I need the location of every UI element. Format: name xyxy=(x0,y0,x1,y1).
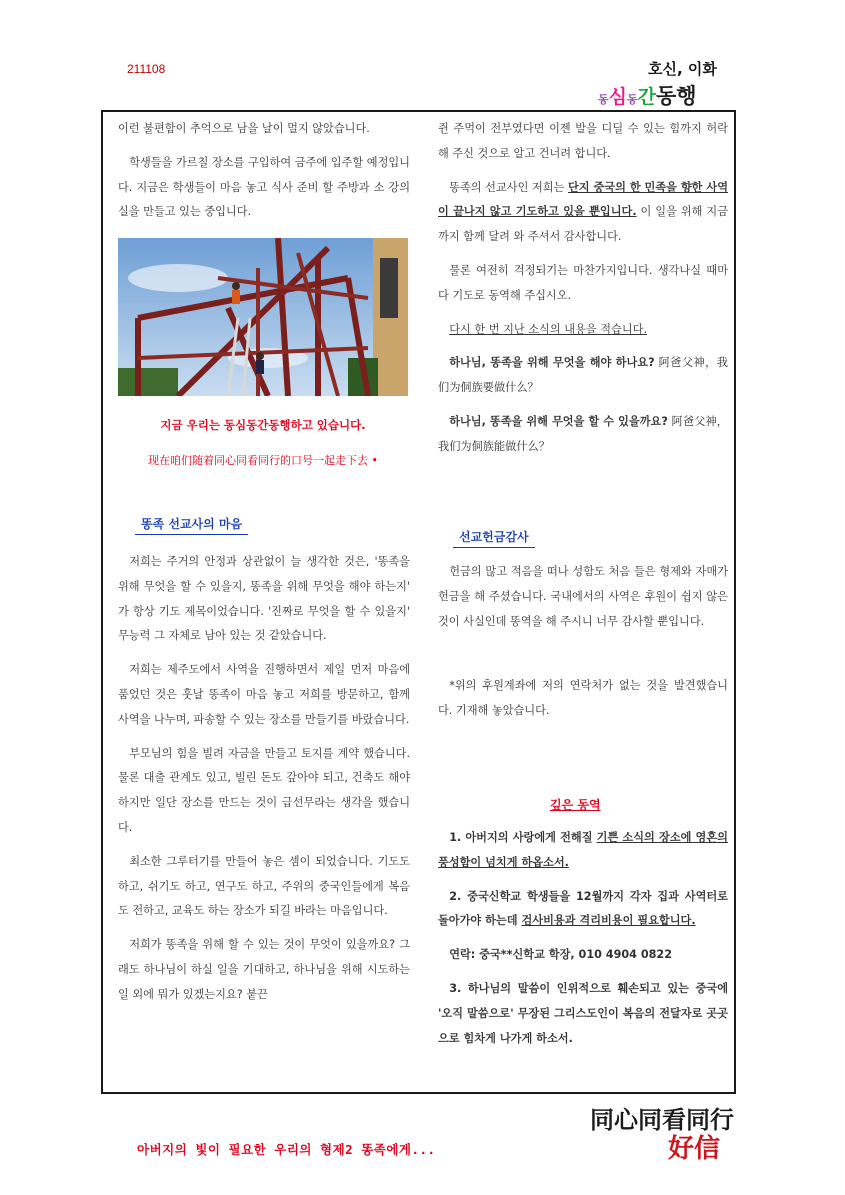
contact: 연락: 중국**신학교 학장, 010 4904 0822 xyxy=(449,948,672,962)
paragraph: 저희가 똥족을 위해 할 수 있는 것이 무엇이 있을까요? 그래도 하나님이 하실 일을 기대하고, 하나님을 위해 시도하는 일 외에 뭐가 있겠는지요? 붙끈 xyxy=(118,938,410,1001)
paragraph: 이런 불편함이 추억으로 남을 날이 멀지 않았습니다. xyxy=(118,122,370,135)
prayer-body xyxy=(438,826,728,1060)
logo-char: 동 xyxy=(598,93,609,106)
section-heading-thanks: 선교헌금감사 xyxy=(453,528,535,548)
paragraph: 부모님의 힘을 빌려 자금을 만들고 토지를 계약 했습니다. 물론 대출 관계도 있고, 빌린 돈도 갚아야 되고, 건축도 해야 하지만 일단 장소를 만드는 것이 급선무라는 생각을 했습니다. xyxy=(118,746,410,834)
left-column xyxy=(118,117,410,234)
paragraph: 쥔 주먹이 전부였다면 이젠 발을 디딜 수 있는 힘까지 허락해 주신 것으로 알고 건너려 합니다. xyxy=(438,122,728,160)
footer-logo xyxy=(590,1100,734,1164)
logo-char: 동 xyxy=(627,93,638,106)
paragraph xyxy=(438,176,728,250)
footer-text: 아버지의 빛이 필요한 우리의 형제2 똥족에게... xyxy=(137,1142,436,1157)
caption-mark: • xyxy=(371,454,378,467)
logo-char: 동행 xyxy=(656,84,697,108)
prayer-item: 3. 하나님의 말씀이 인위적으로 훼손되고 있는 중국에 '오직 말씀으로' 무장된 그리스도인이 복음의 전달자로 곳곳으로 힘차게 나가게 하소서. xyxy=(438,981,728,1045)
mission-body xyxy=(118,550,410,1017)
footer-logo-top: 同心同看同行 xyxy=(590,1105,734,1134)
paragraph: 최소한 그루터기를 만들어 놓은 셈이 되었습니다. 기도도 하고, 쉬기도 하고, 연구도 하고, 주위의 중국인들에게 복음도 전하고, 교육도 하는 장소가 되길 바라는 마음입니다. xyxy=(118,854,410,918)
logo-char: 간 xyxy=(637,86,656,108)
paragraph xyxy=(438,318,728,343)
paragraph xyxy=(438,410,728,460)
header-logo xyxy=(598,80,697,110)
photo-caption-korean: 지금 우리는 동심동간동행하고 있습니다. xyxy=(160,418,366,432)
text: 1. 아버지의 사랑에게 전해질 xyxy=(449,831,597,844)
paragraph: 저희는 제주도에서 사역을 진행하면서 제일 먼저 마음에 품었던 것은 훗날 똥족이 마음 놓고 저희를 방문하고, 함께 사역을 나누며, 파송할 수 있는 장소를 만들기를 바랐습니다. xyxy=(118,663,410,726)
paragraph xyxy=(438,351,728,401)
text: 똥족의 선교사인 저희는 xyxy=(449,180,568,194)
question-chinese: 阿爸父神，我们为侗族能做什么？ xyxy=(438,414,728,453)
paragraph: 저희는 주거의 안정과 상관없이 늘 생각한 것은, '똥족을 위해 무엇을 할 수 있을지, 똥족을 위해 무엇을 해야 하는지' 가 항상 기도 제목이었습니다. '진짜로 무엇을 할 수 있을지' 무능력 그 자체로 남아 있는 것 같았습니다. xyxy=(118,555,410,643)
prayer-item xyxy=(438,885,728,935)
photo-caption-chinese xyxy=(118,452,408,468)
paragraph: 물론 여전히 걱정되기는 마찬가지입니다. 생각나실 때마다 기도로 동역해 주십시오. xyxy=(438,263,728,302)
emphasis: 기쁜 소식의 장소에 영혼의 풍성함이 넘치게 하옵소서. xyxy=(438,831,728,869)
document-id: 211108 xyxy=(127,62,166,76)
text: 2. 중국신학교 학생들을 12월까지 각자 집과 사역터로 돌아가야 하는데 xyxy=(438,889,728,928)
caption-text: 现在咱们随着同心同看同行的口号一起走下去 xyxy=(148,454,368,467)
thanks-body xyxy=(438,560,728,733)
prayer-item xyxy=(438,826,728,876)
question-korean: 하나님, 똥족을 위해 무엇을 할 수 있을까요? xyxy=(449,414,668,428)
paragraph: 학생들을 가르칠 장소를 구입하여 금주에 입주할 예정입니다. 지금은 학생들이 마음 놓고 식사 준비 할 주방과 소 강의실을 만들고 있는 중입니다. xyxy=(118,155,410,219)
footer-logo-bottom: 好信 xyxy=(667,1134,720,1164)
text: 이 일을 위해 지금까지 함께 달려 와 주셔서 감사합니다. xyxy=(438,205,729,244)
right-column xyxy=(438,117,728,469)
text: 다시 한 번 지난 소식의 내용을 적습니다. xyxy=(449,322,647,336)
emphasis: 검사비용과 격리비용이 필요합니다. xyxy=(521,914,696,928)
section-heading-mission: 똥족 선교사의 마음 xyxy=(135,515,248,535)
logo-char: 심 xyxy=(608,86,627,108)
header-authors: 호신, 이화 xyxy=(648,60,717,78)
paragraph: 헌금의 많고 적음을 떠나 성함도 처음 들은 형제와 자매가 헌금을 해 주셨습니다. 국내에서의 사역은 후원이 쉽지 않은 것이 사실인데 똥역을 해 주시니 너무 감사할 뿐입니다. xyxy=(438,565,728,628)
section-heading-prayer: 깊은 동역 xyxy=(550,798,601,812)
paragraph: *위의 후원계좌에 저의 연락처가 없는 것을 발견했습니다. 기재해 놓았습니다. xyxy=(438,679,728,718)
emphasis: 단지 중국의 한 민족을 향한 사역이 끝나지 않고 기도하고 있을 뿐입니다. xyxy=(438,180,728,219)
question-chinese: 阿爸父神，我们为侗族要做什么？ xyxy=(438,356,728,395)
construction-photo xyxy=(118,238,408,396)
question-korean: 하나님, 똥족을 위해 무엇을 해야 하나요? xyxy=(449,356,655,370)
